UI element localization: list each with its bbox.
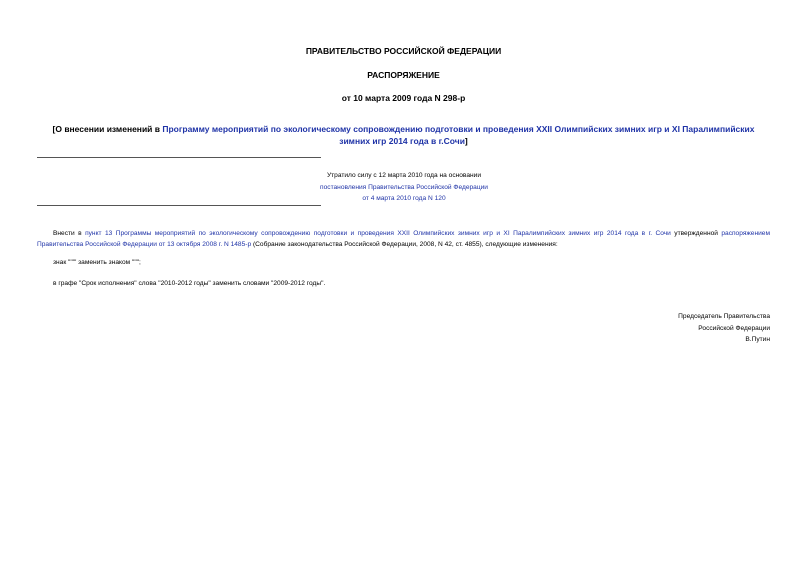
main-paragraph: [37, 228, 770, 250]
program-link[interactable]: Программу мероприятий по экологическому сопровождению подготовки и проведения XXII Олимпийских зимних игр и XI Паралимпийских зимних игр 2014 года в г.Сочи: [162, 124, 755, 146]
document-title: [37, 123, 770, 147]
signer-position: Председатель Правительства: [678, 313, 770, 320]
signer-name: В.Путин: [745, 336, 770, 343]
divider-bottom: [37, 205, 321, 206]
paragraph-text: Внести в: [53, 230, 86, 237]
document-date-number: от 10 марта 2009 года N 298-р: [341, 93, 466, 103]
status-note: [252, 170, 556, 205]
divider-top: [37, 157, 321, 158]
paragraph-text: (Собрание законодательства Российской Федерации, 2008, N 42, ст. 4855), следующие изменения:: [251, 241, 558, 248]
repeal-decree-link[interactable]: постановления Правительства Российской Федерации: [320, 183, 488, 191]
paragraph-text: утвержденной: [670, 230, 722, 237]
document-type-heading: РАСПОРЯЖЕНИЕ: [367, 70, 440, 80]
order-link[interactable]: распоряжением Правительства Российской Федерации от 13 октября 2008 г. N 1485-р: [37, 230, 770, 248]
title-prefix: [О внесении изменений в: [52, 124, 163, 134]
status-line: Утратило силу с 12 марта 2010 года на основании: [326, 172, 482, 179]
change-item-2: в графе "Срок исполнения" слова "2010-2012 годы" заменить словами "2009-2012 годы".: [53, 280, 326, 287]
government-heading: ПРАВИТЕЛЬСТВО РОССИЙСКОЙ ФЕДЕРАЦИИ: [305, 46, 502, 56]
program-item-link[interactable]: пункт 13 Программы мероприятий по экологическому сопровождению подготовки и проведения XXII Олимпийских зимних игр и XI Паралимпийских зимних игр 2014 года в г. Сочи: [85, 230, 671, 237]
signature-block: [678, 311, 770, 346]
title-suffix: ]: [464, 136, 468, 146]
signer-organization: Российской Федерации: [698, 324, 770, 332]
repeal-decree-date-link[interactable]: от 4 марта 2010 года N 120: [362, 195, 446, 202]
change-item-1: знак "'"" заменить знаком """;: [53, 259, 141, 266]
